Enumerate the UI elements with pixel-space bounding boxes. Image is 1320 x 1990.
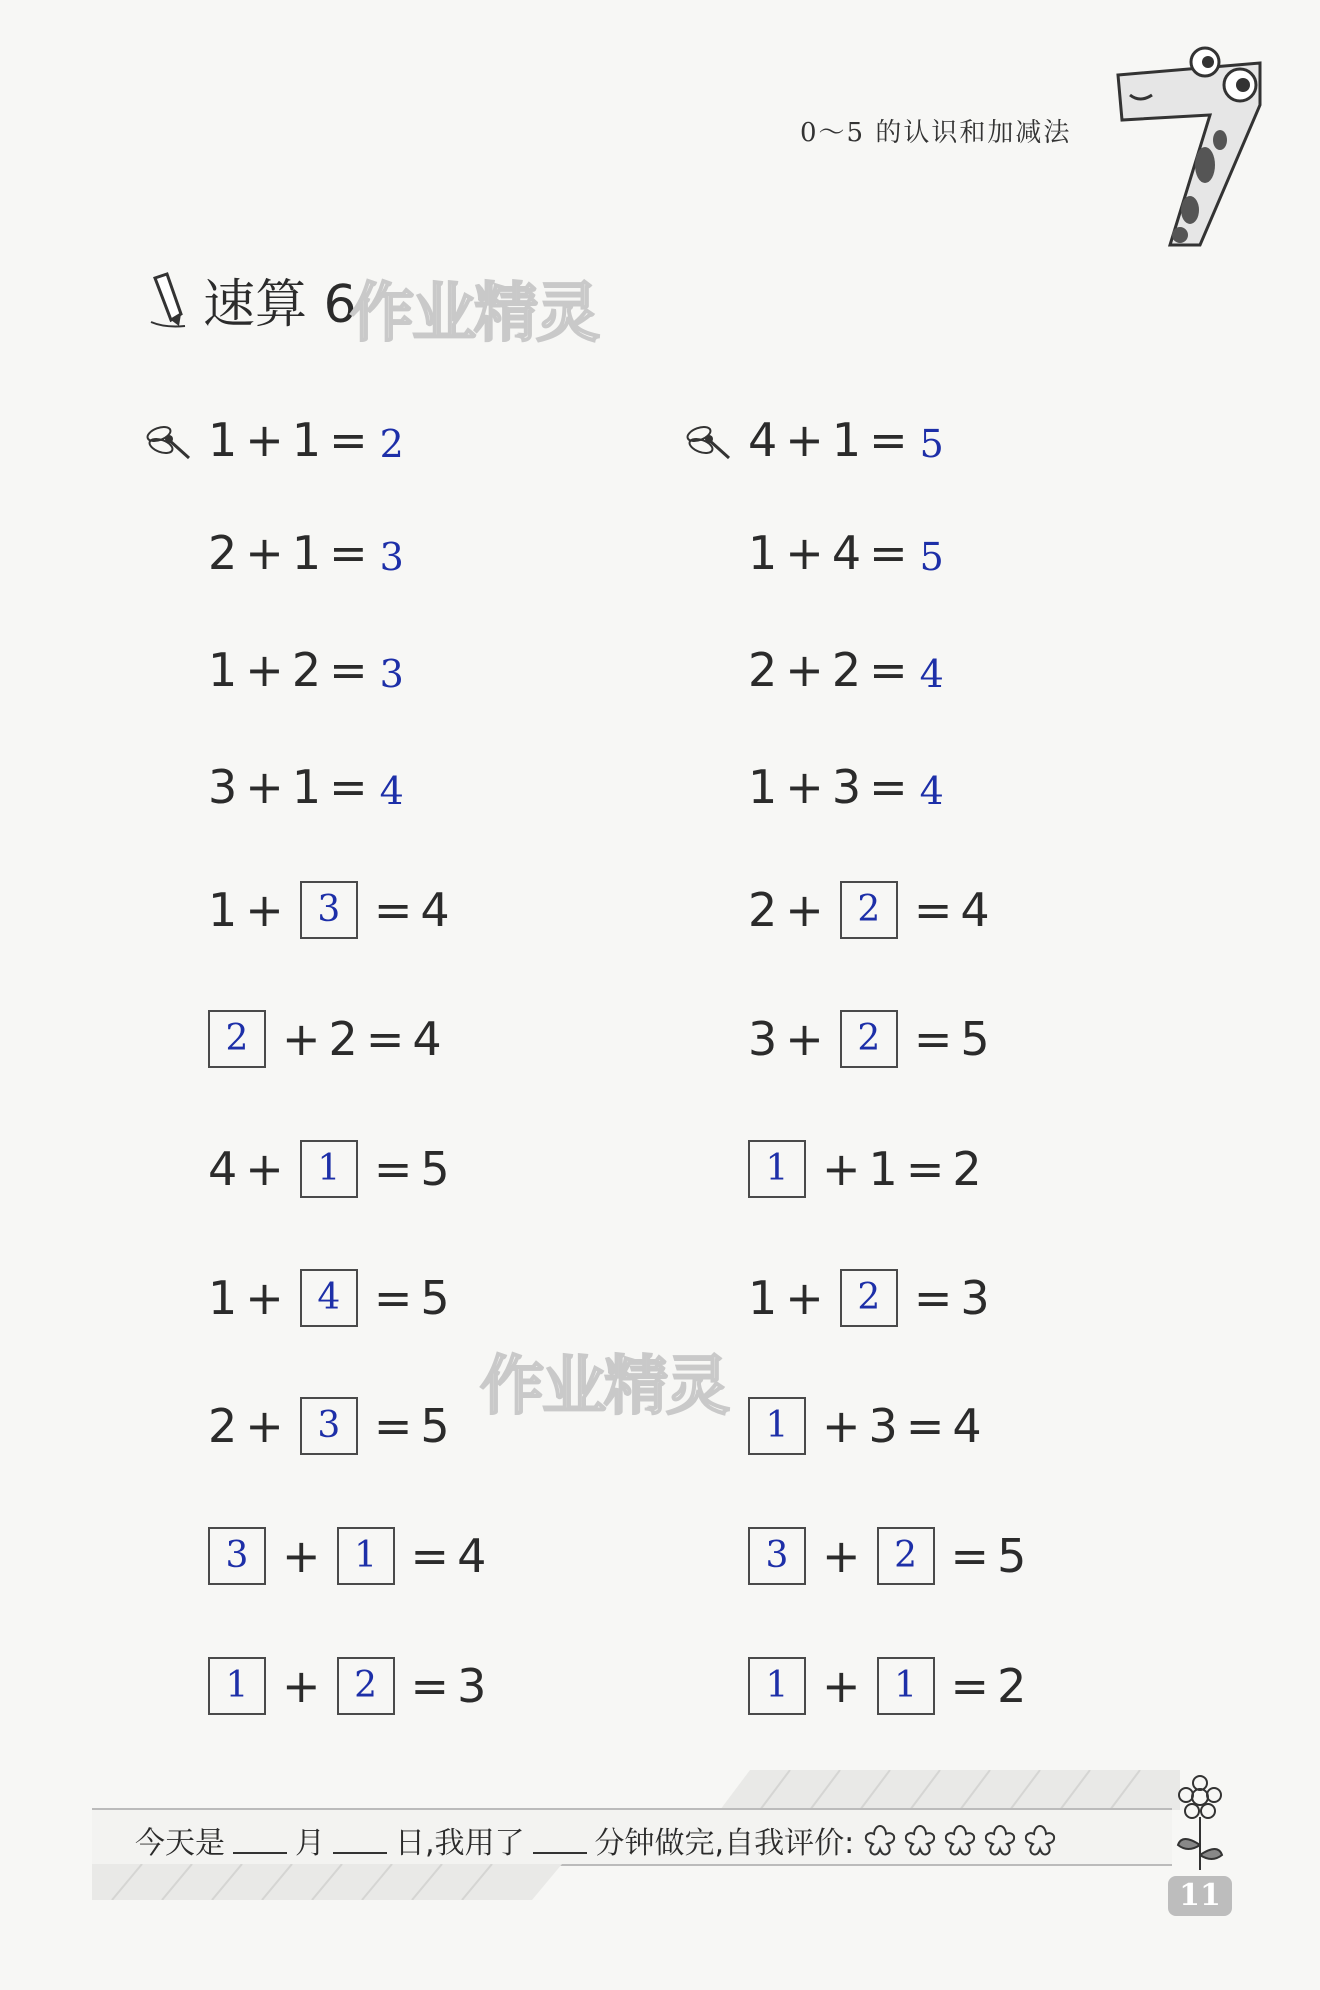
equals-sign: = (905, 1399, 945, 1453)
equals-sign: = (329, 526, 368, 580)
page-number: 11 (1168, 1876, 1232, 1916)
plus-sign: + (822, 1659, 861, 1713)
flower-rating-icon[interactable] (982, 1822, 1018, 1858)
equals-sign: = (869, 760, 908, 814)
month-blank[interactable] (233, 1826, 287, 1854)
addend: 2 (208, 1399, 238, 1453)
addend: 1 (831, 413, 862, 467)
problem-row (748, 1391, 982, 1461)
addend: 3 (748, 1012, 778, 1066)
dragonfly-icon (685, 420, 739, 462)
giraffe-seven-icon (1110, 45, 1290, 255)
addend: 4 (748, 413, 778, 467)
equals-sign: = (329, 413, 368, 467)
answer[interactable]: 2 (379, 422, 404, 466)
addend: 2 (748, 883, 778, 937)
problem-row (208, 1521, 486, 1591)
addend: 3 (868, 1399, 898, 1453)
answer-box[interactable]: 1 (877, 1657, 935, 1715)
day-blank[interactable] (333, 1826, 387, 1854)
equals-sign: = (373, 1399, 413, 1453)
rating-stars (862, 1822, 1062, 1858)
plus-sign: + (785, 413, 824, 467)
plus-sign: + (245, 1399, 284, 1453)
flower-rating-icon[interactable] (862, 1822, 898, 1858)
addend: 4 (208, 1142, 238, 1196)
equals-sign: = (950, 1529, 990, 1583)
equals-sign: = (365, 1012, 405, 1066)
problem-row (208, 752, 404, 822)
sum: 2 (952, 1142, 982, 1196)
problem-row (748, 1521, 1026, 1591)
problem-row (208, 875, 450, 945)
equals-sign: = (905, 1142, 945, 1196)
flower-rating-icon[interactable] (902, 1822, 938, 1858)
problem-row (208, 518, 404, 588)
addend: 4 (831, 526, 862, 580)
answer-box[interactable]: 2 (840, 881, 898, 939)
answer[interactable]: 4 (919, 769, 944, 813)
problem-row (208, 1651, 486, 1721)
addend: 3 (831, 760, 862, 814)
problem-row (748, 1651, 1026, 1721)
answer-box[interactable]: 3 (300, 881, 358, 939)
problem-row (208, 1263, 450, 1333)
answer-box[interactable]: 2 (840, 1269, 898, 1327)
addend: 2 (831, 643, 862, 697)
answer-box[interactable]: 1 (748, 1397, 806, 1455)
equals-sign: = (869, 526, 908, 580)
section-title-text: 速算 6 (203, 275, 357, 335)
problem-row (208, 1134, 450, 1204)
problem-row (748, 405, 944, 475)
plus-sign: + (785, 1012, 824, 1066)
plus-sign: + (822, 1399, 861, 1453)
flower-rating-icon[interactable] (1022, 1822, 1058, 1858)
sum: 5 (420, 1271, 450, 1325)
sum: 5 (997, 1529, 1027, 1583)
equals-sign: = (950, 1659, 990, 1713)
answer-box[interactable]: 1 (300, 1140, 358, 1198)
addend: 1 (748, 1271, 778, 1325)
answer[interactable]: 4 (919, 652, 944, 696)
answer-box[interactable]: 4 (300, 1269, 358, 1327)
sum: 4 (960, 883, 990, 937)
equals-sign: = (869, 643, 908, 697)
section-title (145, 262, 357, 337)
equals-sign: = (373, 883, 413, 937)
problem-row (748, 1134, 982, 1204)
sum: 5 (960, 1012, 990, 1066)
equals-sign: = (373, 1271, 413, 1325)
addend: 1 (291, 760, 322, 814)
answer-box[interactable]: 2 (208, 1010, 266, 1068)
addend: 1 (208, 1271, 238, 1325)
problem-row (748, 518, 944, 588)
problem-row (208, 1391, 450, 1461)
sum: 5 (420, 1399, 450, 1453)
self-evaluation-line (135, 1818, 1062, 1862)
problem-row (208, 635, 404, 705)
footer-day: 日,我用了 (395, 1826, 525, 1861)
equals-sign: = (329, 760, 368, 814)
problem-row (748, 1004, 990, 1074)
answer-box[interactable]: 1 (748, 1140, 806, 1198)
answer-box[interactable]: 2 (337, 1657, 395, 1715)
equals-sign: = (913, 1271, 953, 1325)
sum: 4 (952, 1399, 982, 1453)
addend: 1 (291, 526, 322, 580)
addend: 1 (748, 760, 778, 814)
equals-sign: = (373, 1142, 413, 1196)
answer-box[interactable]: 2 (840, 1010, 898, 1068)
plus-sign: + (245, 643, 284, 697)
equals-sign: = (410, 1529, 450, 1583)
answer-box[interactable]: 2 (877, 1527, 935, 1585)
footer-decoration (92, 1864, 562, 1900)
addend: 1 (748, 526, 778, 580)
addend: 1 (208, 413, 238, 467)
plus-sign: + (245, 1142, 284, 1196)
plus-sign: + (785, 1271, 824, 1325)
plus-sign: + (822, 1529, 861, 1583)
sum: 5 (420, 1142, 450, 1196)
answer-box[interactable]: 1 (337, 1527, 395, 1585)
problem-row (748, 1263, 990, 1333)
answer[interactable]: 5 (919, 422, 944, 466)
footer-month: 月 (295, 1826, 325, 1861)
plus-sign: + (785, 526, 824, 580)
sum: 3 (457, 1659, 487, 1713)
plus-sign: + (245, 760, 284, 814)
plus-sign: + (785, 643, 824, 697)
answer-box[interactable]: 3 (748, 1527, 806, 1585)
addend: 1 (291, 413, 322, 467)
problem-row (748, 875, 990, 945)
plus-sign: + (822, 1142, 861, 1196)
plus-sign: + (282, 1012, 321, 1066)
flower-rating-icon[interactable] (942, 1822, 978, 1858)
equals-sign: = (913, 1012, 953, 1066)
minutes-blank[interactable] (533, 1826, 587, 1854)
answer[interactable]: 3 (379, 652, 404, 696)
addend: 2 (748, 643, 778, 697)
plus-sign: + (245, 413, 284, 467)
sum: 3 (960, 1271, 990, 1325)
sum: 4 (420, 883, 450, 937)
problem-row (208, 1004, 442, 1074)
addend: 1 (208, 643, 238, 697)
sum: 4 (457, 1529, 487, 1583)
pencil-icon (145, 270, 195, 330)
watermark-middle: 作业精灵 (480, 1350, 728, 1424)
answer[interactable]: 3 (379, 535, 404, 579)
equals-sign: = (329, 643, 368, 697)
answer[interactable]: 4 (379, 769, 404, 813)
plus-sign: + (282, 1529, 321, 1583)
addend: 1 (208, 883, 238, 937)
dragonfly-icon (145, 420, 199, 462)
footer-minutes: 分钟做完,自我评价: (594, 1826, 855, 1861)
addend: 2 (291, 643, 322, 697)
plus-sign: + (245, 883, 284, 937)
flower-icon (1170, 1775, 1230, 1875)
answer-box[interactable]: 1 (208, 1657, 266, 1715)
answer-box[interactable]: 3 (208, 1527, 266, 1585)
problem-row (748, 635, 944, 705)
plus-sign: + (245, 526, 284, 580)
watermark-top: 作业精灵 (350, 277, 598, 351)
addend: 3 (208, 760, 238, 814)
chapter-title: 0～5 的认识和加减法 (800, 118, 1072, 148)
plus-sign: + (785, 760, 824, 814)
plus-sign: + (245, 1271, 284, 1325)
plus-sign: + (282, 1659, 321, 1713)
problem-row (748, 752, 944, 822)
answer-box[interactable]: 3 (300, 1397, 358, 1455)
equals-sign: = (869, 413, 908, 467)
footer-decoration (720, 1770, 1180, 1810)
equals-sign: = (410, 1659, 450, 1713)
sum: 2 (997, 1659, 1027, 1713)
addend: 2 (208, 526, 238, 580)
answer-box[interactable]: 1 (748, 1657, 806, 1715)
problem-row (208, 405, 404, 475)
equals-sign: = (913, 883, 953, 937)
answer[interactable]: 5 (919, 535, 944, 579)
sum: 4 (412, 1012, 442, 1066)
addend: 2 (328, 1012, 358, 1066)
footer-today: 今天是 (135, 1826, 225, 1861)
plus-sign: + (785, 883, 824, 937)
addend: 1 (868, 1142, 898, 1196)
